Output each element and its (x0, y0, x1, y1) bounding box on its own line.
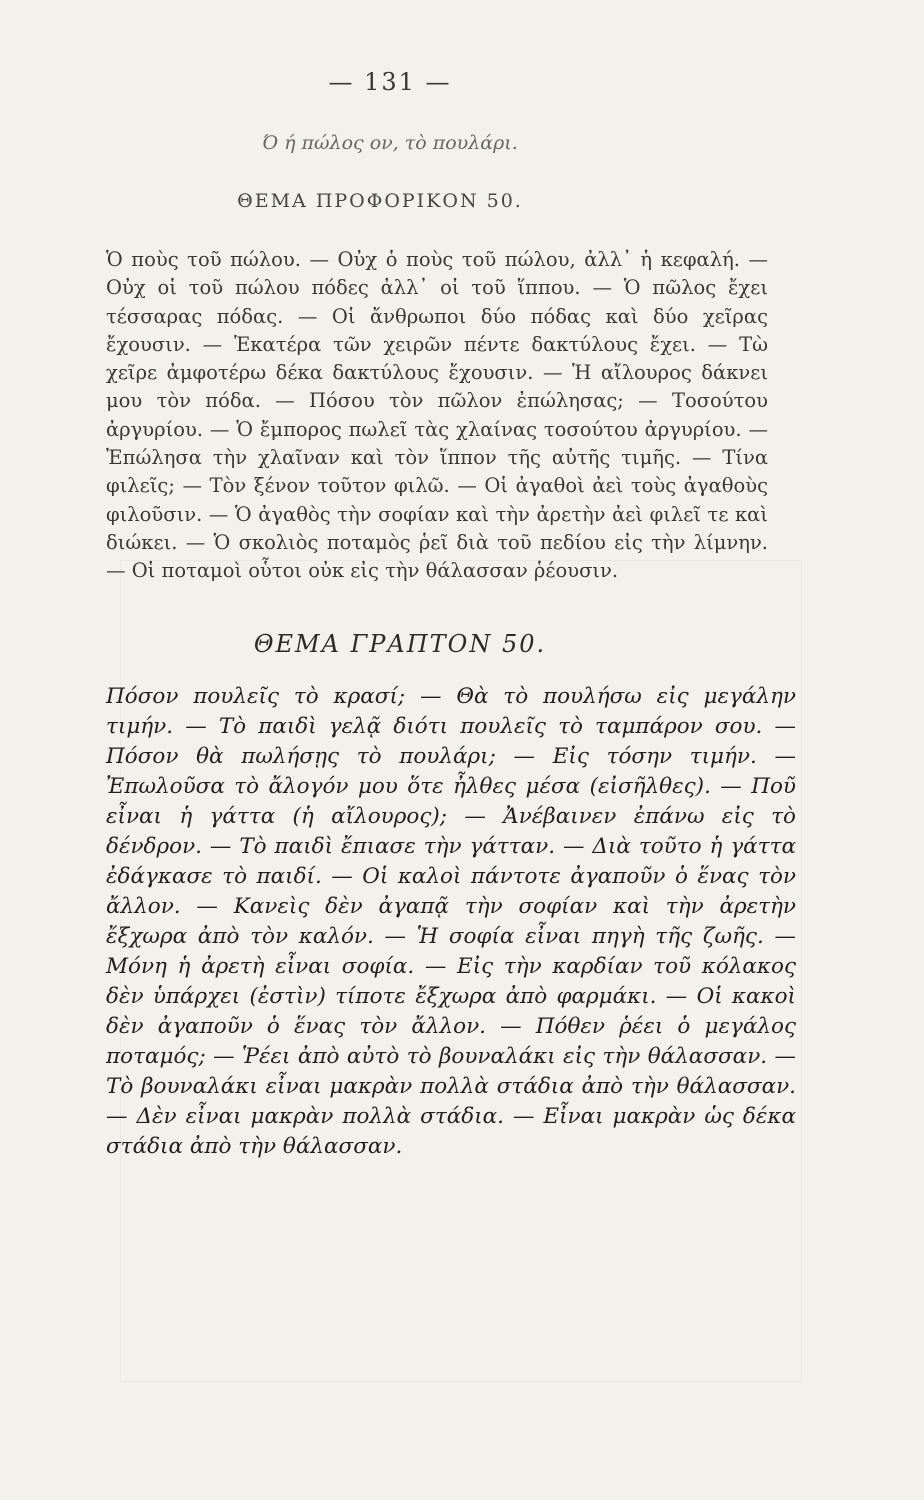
oral-exercise-heading: ΘΕΜΑ ΠΡΟΦΟΡΙΚΟΝ 50. (237, 190, 523, 212)
page-number: — 131 — (328, 68, 452, 96)
written-exercise-text: Πόσον πουλεῖς τὸ κρασί; — Θὰ τὸ πουλήσω εἰς μεγάλην τιμήν. — Τὸ παιδὶ γελᾷ διότι πουλεῖς τὸ ταμπάρον σου. — Πόσον θὰ πωλήσῃς τὸ πουλάρι; — Εἰς τόσην τιμήν. — Ἐπωλοῦσα τὸ ἄλογόν μου ὅτε ἦλθες μέσα (εἰσῆλθες). — Ποῦ εἶναι ἡ γάττα (ἡ αἴλουρος); — Ἀνέβαινεν ἐπάνω εἰς τὸ δένδρον. — Τὸ παιδὶ ἔπιασε τὴν γάτταν. — Διὰ τοῦτο ἡ γάττα ἐδάγκασε τὸ παιδί. — Οἱ καλοὶ πάντοτε ἀγαποῦν ὁ ἕνας τὸν ἄλλον. — Κανεὶς δὲν ἀγαπᾷ τὴν σοφίαν καὶ τὴν ἀρετὴν ἔξχωρα ἀπὸ τὸν καλόν. — Ἡ σοφία εἶναι πηγὴ τῆς ζωῆς. — Μόνη ἡ ἀρετὴ εἶναι σοφία. — Εἰς τὴν καρδίαν τοῦ κόλακος δὲν ὑπάρχει (ἐστὶν) τίποτε ἔξχωρα ἀπὸ φαρμάκι. — Οἱ κακοὶ δὲν ἀγαποῦν ὁ ἕνας τὸν ἄλλον. — Πόθεν ῥέει ὁ μεγάλος ποταμός; — Ῥέει ἀπὸ αὐτὸ τὸ βουναλάκι εἰς τὴν θάλασσαν. — Τὸ βουναλάκι εἶναι μακρὰν πολλὰ στάδια ἀπὸ τὴν θάλασσαν. — Δὲν εἶναι μακρὰν πολλὰ στάδια. — Εἶναι μακρὰν ὡς δέκα στάδια ἀπὸ τὴν θάλασσαν. (106, 684, 796, 1159)
oral-exercise-text: Ὁ ποὺς τοῦ πώλου. — Οὐχ ὁ ποὺς τοῦ πώλου, ἀλλ᾽ ἡ κεφαλή. — Οὐχ οἱ τοῦ πώλου πόδες ἀλλ᾽ οἱ τοῦ ἵππου. — Ὁ πῶλος ἔχει τέσσαρας πόδας. — Οἱ ἄνθρωποι δύο πόδας καὶ δύο χεῖρας ἔχουσιν. — Ἑκατέρα τῶν χειρῶν πέντε δακτύλους ἔχει. — Τὼ χεῖρε ἀμφοτέρω δέκα δακτύλους ἔχουσιν. — Ἡ αἴλουρος δάκνει μου τὸν πόδα. — Πόσου τὸν πῶλον ἐπώλησας; — Τοσούτου ἀργυρίου. — Ὁ ἔμπορος πωλεῖ τὰς χλαίνας τοσούτου ἀργυρίου. — Ἐπώλησα τὴν χλαῖναν καὶ τὸν ἵππον τῆς αὐτῆς τιμῆς. — Τίνα φιλεῖς; — Τὸν ξένον τοῦτον φιλῶ. — Οἱ ἀγαθοὶ ἀεὶ τοὺς ἀγαθοὺς φιλοῦσιν. — Ὁ ἀγαθὸς τὴν σοφίαν καὶ τὴν ἀρετὴν ἀεὶ φιλεῖ τε καὶ διώκει. — Ὁ σκολιὸς ποταμὸς ῥεῖ διὰ τοῦ πεδίου εἰς τὴν λίμνην. — Οἱ ποταμοὶ οὗτοι οὐκ εἰς τὴν θάλασσαν ῥέουσιν. (106, 248, 768, 583)
running-head: Ό ή πώλος ον, τὸ πουλάρι. (262, 132, 518, 154)
written-exercise-heading: ΘΕΜΑ ΓΡΑΠΤΟΝ 50. (253, 630, 547, 658)
